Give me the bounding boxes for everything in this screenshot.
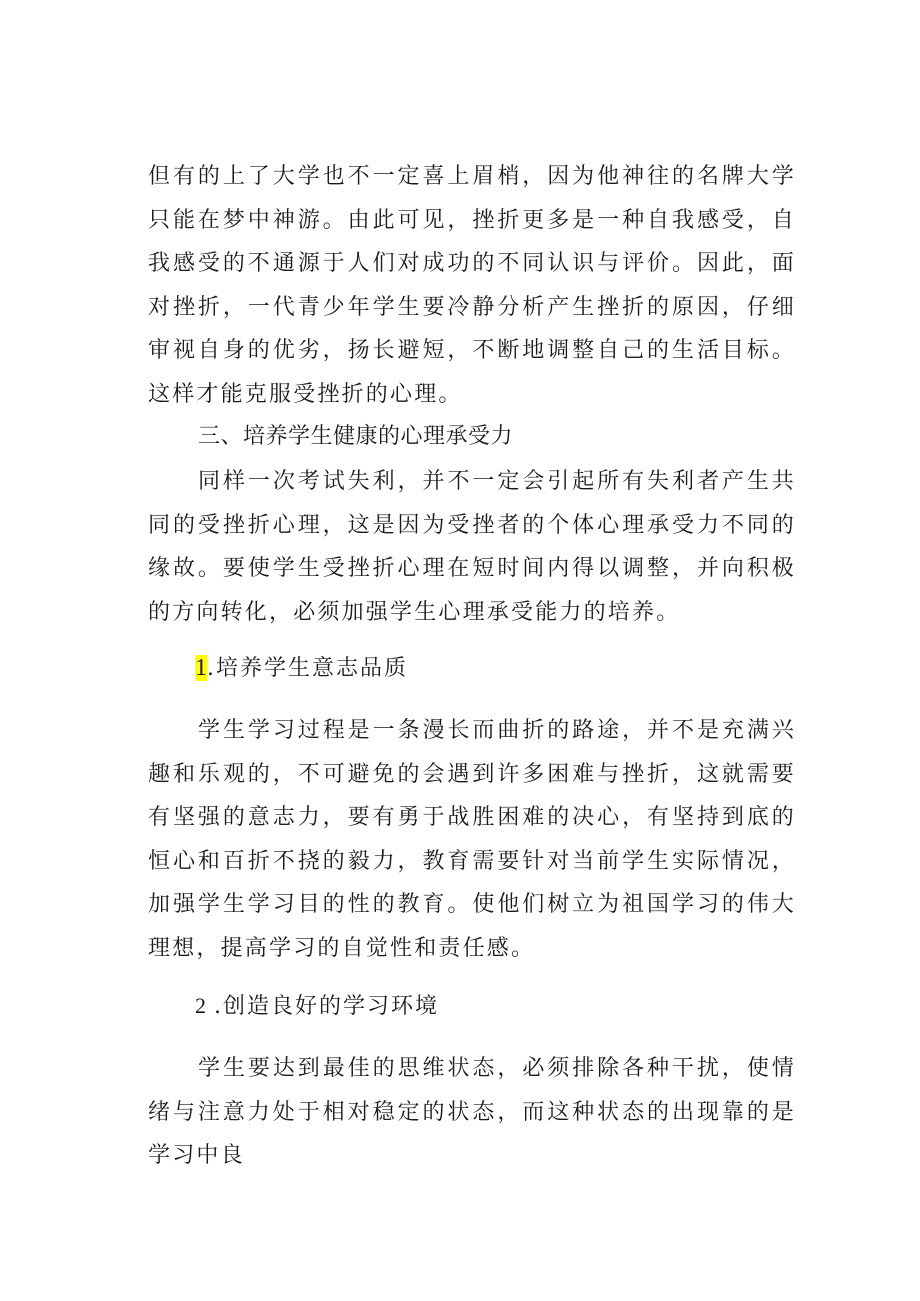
paragraph-willpower: 学生学习过程是一条漫长而曲折的路途，并不是充满兴趣和乐观的，不可避免的会遇到许多困难与挫折，这就需要有坚强的意志力，要有勇于战胜困难的决心，有坚持到底的恒心和百折不挠的毅力，教育需要针对当前学生实际情况，加强学生学习目的性的教育。使他们树立为祖国学习的伟大理想，提高学习的自觉性和责任感。 — [148, 718, 796, 961]
subheading-2-number: 2 — [195, 993, 206, 1018]
paragraph-section-intro: 同样一次考试失利，并不一定会引起所有失利者产生共同的受挫折心理，这是因为受挫者的个体心理承受力不同的缘故。要使学生受挫折心理在短时间内得以调整，并向积极的方向转化，必须加强学生心理承受能力的培养。 — [148, 469, 796, 625]
subheading-1 — [148, 646, 796, 691]
subheading-1-text: .培养学生意志品质 — [207, 656, 408, 681]
section-heading: 三、培养学生健康的心理承受力 — [198, 424, 514, 449]
document-body — [148, 155, 796, 1178]
subheading-2-text: .创造良好的学习环境 — [214, 994, 439, 1019]
highlighted-number: 1 — [195, 655, 207, 681]
subheading-2 — [148, 984, 796, 1029]
paragraph-environment: 学生要达到最佳的思维状态，必须排除各种干扰，使情绪与注意力处于相对稳定的状态，而这种状态的出现靠的是学习中良 — [148, 1056, 796, 1168]
paragraph-continuation: 但有的上了大学也不一定喜上眉梢，因为他神往的名牌大学只能在梦中神游。由此可见，挫折更多是一种自我感受，自我感受的不通源于人们对成功的不同认识与评价。因此，面对挫折，一代青少年学生要冷静分析产生挫折的原因，仔细审视自身的优劣，扬长避短，不断地调整自己的生活目标。这样才能克服受挫折的心理。 — [148, 164, 796, 407]
